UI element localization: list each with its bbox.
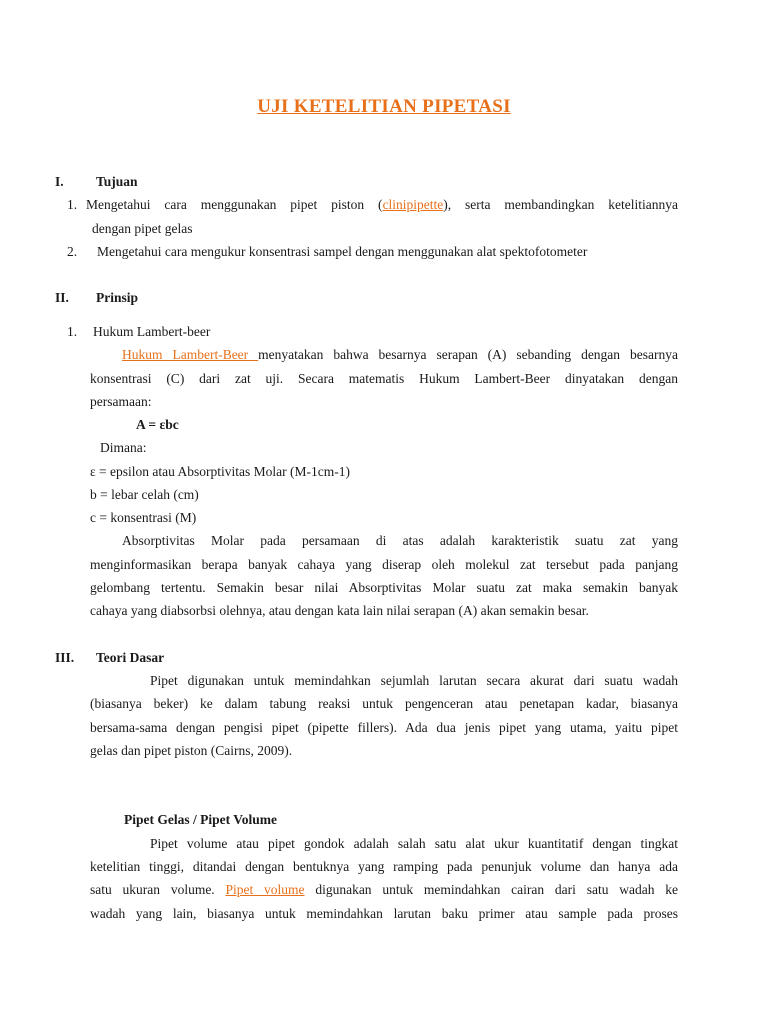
- item-1-post: ), serta membandingkan ketelitiannya: [443, 197, 678, 212]
- subsection-1-number: 1.: [67, 324, 78, 339]
- item-2-text: Mengetahui cara mengukur konsentrasi sampel dengan menggunakan alat spektofotometer: [97, 244, 588, 259]
- prinsip-para-2-line-1: Absorptivitas Molar pada persamaan di atas adalah karakteristik suatu zat yang: [122, 533, 678, 548]
- prinsip-para-1-line-2: konsentrasi (C) dari zat uji. Secara matematis Hukum Lambert-Beer dinyatakan dengan: [90, 371, 678, 386]
- prinsip-para-2-line-3: gelombang tertentu. Semakin besar nilai Absorptivitas Molar suatu zat maka semakin banyak: [90, 580, 678, 595]
- pipet-para-line-1: Pipet volume atau pipet gondok adalah salah satu alat ukur kuantitatif dengan tingkat: [150, 836, 678, 851]
- pipet-para-line-3-post: digunakan untuk memindahkan cairan dari satu wadah ke: [304, 882, 678, 897]
- teori-para-1-line-3: bersama-sama dengan pengisi pipet (pipette fillers). Ada dua jenis pipet yang utama, yaitu pipet: [90, 720, 678, 735]
- item-1-number: 1.: [67, 197, 78, 212]
- prinsip-para-1-line-3: persamaan:: [90, 394, 152, 409]
- section-1-number: I.: [55, 174, 64, 189]
- document-title: UJI KETELITIAN PIPETASI: [257, 96, 511, 117]
- item-1-pre: Mengetahui cara menggunakan pipet piston (: [86, 197, 383, 212]
- prinsip-para-1-rest: menyatakan bahwa besarnya serapan (A) sebanding dengan besarnya: [258, 347, 678, 362]
- item-1-line-1: [86, 197, 678, 213]
- formula: A = εbc: [136, 417, 179, 432]
- pipet-para-line-3: [90, 882, 678, 898]
- section-2-heading: Prinsip: [96, 290, 139, 305]
- item-1-line-2: dengan pipet gelas: [92, 221, 193, 236]
- definition-c: c = konsentrasi (M): [90, 510, 197, 525]
- teori-para-1-line-1: Pipet digunakan untuk memindahkan sejumlah larutan secara akurat dari suatu wadah: [150, 673, 678, 688]
- prinsip-para-2-line-4: cahaya yang diabsorbsi olehnya, atau dengan kata lain nilai serapan (A) akan semakin besar.: [90, 603, 589, 618]
- prinsip-para-1-line-1: [122, 347, 678, 363]
- pipet-para-line-4: wadah yang lain, biasanya untuk memindahkan larutan baku primer atau sample pada proses: [90, 906, 678, 921]
- dimana-label: Dimana:: [100, 440, 147, 455]
- clinipipette-link[interactable]: clinipipette: [382, 197, 444, 212]
- teori-para-1-line-2: (biasanya beker) ke dalam tabung reaksi untuk pengenceran atau penetapan kadar, biasanya: [90, 696, 678, 711]
- item-2-number: 2.: [67, 244, 78, 259]
- section-3-heading: Teori Dasar: [96, 650, 165, 665]
- subsection-1-title: Hukum Lambert-beer: [93, 324, 211, 339]
- definition-b: b = lebar celah (cm): [90, 487, 199, 502]
- pipet-gelas-heading: Pipet Gelas / Pipet Volume: [124, 812, 277, 827]
- pipet-volume-link[interactable]: Pipet volume: [225, 882, 305, 897]
- section-3-number: III.: [55, 650, 75, 665]
- prinsip-para-2-line-2: menginformasikan berapa banyak cahaya yang diserap oleh molekul zat tersebut pada panjang: [90, 557, 678, 572]
- section-1-heading: Tujuan: [96, 174, 138, 189]
- definition-epsilon: ε = epsilon atau Absorptivitas Molar (M-1cm-1): [90, 464, 350, 479]
- lambert-beer-link[interactable]: Hukum Lambert-Beer: [122, 347, 259, 362]
- teori-para-1-line-4: gelas dan pipet piston (Cairns, 2009).: [90, 743, 293, 758]
- pipet-para-line-2: ketelitian tinggi, ditandai dengan bentuknya yang ramping pada penunjuk volume dan hanya ada: [90, 859, 678, 874]
- section-2-number: II.: [55, 290, 69, 305]
- pipet-para-line-3-pre: satu ukuran volume.: [90, 882, 226, 897]
